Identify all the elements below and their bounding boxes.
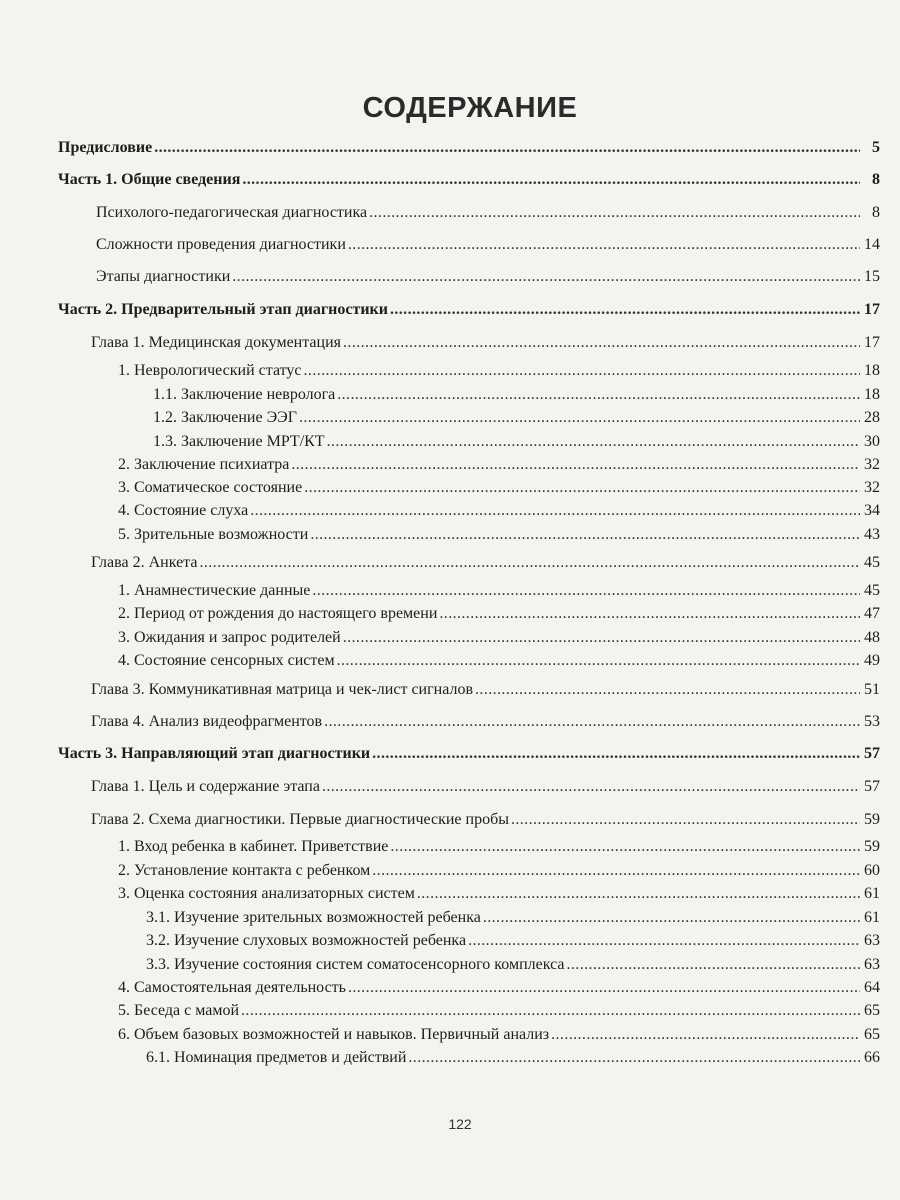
leader-dots [348,978,860,998]
toc-entry[interactable] [146,931,880,951]
toc-entry-title: Глава 3. Коммуникативная матрица и чек-лист сигналов [91,681,474,698]
leader-dots [337,385,860,405]
leader-dots [348,235,860,255]
toc-entry-page: 53 [864,713,880,730]
leader-dots [241,1001,860,1021]
toc-entry-page: 17 [864,301,880,318]
leader-dots [250,501,860,521]
toc-entry-title: Часть 2. Предварительный этап диагностики [58,301,388,318]
toc-entry[interactable] [146,955,880,975]
toc-entry-title: Глава 2. Анкета [91,554,198,571]
toc-entry-page: 64 [864,979,880,996]
toc-entry-chapter[interactable] [91,810,880,830]
toc-entry-title: 3. Оценка состояния анализаторных систем [118,885,415,902]
leader-dots [242,170,860,190]
leader-dots [299,408,860,428]
leader-dots [343,628,860,648]
toc-entry-page: 17 [864,334,880,351]
leader-dots [232,267,860,287]
toc-entry-page: 43 [864,526,880,543]
toc-entry-title: 5. Зрительные возможности [118,526,309,543]
toc-entry-page: 18 [864,386,880,403]
toc-entry[interactable] [118,525,880,545]
leader-dots [551,1025,860,1045]
page-number: 122 [448,1116,472,1132]
toc-entry-page: 61 [864,909,880,926]
toc-entry-title: 1.2. Заключение ЭЭГ [153,409,297,426]
toc-entry-title: Часть 3. Направляющий этап диагностики [58,745,371,762]
toc-entry-page: 14 [864,236,880,253]
toc-entry-title: 1.1. Заключение невролога [153,386,336,403]
toc-entry-chapter[interactable] [91,777,880,797]
toc-entry-title: 6. Объем базовых возможностей и навыков. Первичный анализ [118,1026,550,1043]
toc-entry[interactable] [146,1048,880,1068]
toc-entry[interactable] [153,385,880,405]
toc-entry-page: 59 [864,838,880,855]
toc-entry-page: 30 [864,433,880,450]
toc-entry[interactable] [153,408,880,428]
toc-entry-title: Глава 1. Цель и содержание этапа [91,778,320,795]
toc-entry-title: 6.1. Номинация предметов и действий [146,1049,407,1066]
leader-dots [327,432,860,452]
toc-entry[interactable] [96,235,880,255]
toc-entry-title: 4. Состояние сенсорных систем [118,652,335,669]
toc-entry[interactable] [146,908,880,928]
toc-entry[interactable] [118,1001,880,1021]
toc-entry-title: Психолого-педагогическая диагностика [96,204,368,221]
toc-entry-page: 32 [864,456,880,473]
toc-entry-title: Глава 1. Медицинская документация [91,334,342,351]
toc-entry-page: 32 [864,479,880,496]
leader-dots [417,884,860,904]
toc-entry[interactable] [118,651,880,671]
leader-dots [310,525,860,545]
toc-entry[interactable] [118,978,880,998]
leader-dots [372,744,860,764]
toc-entry-page: 65 [864,1002,880,1019]
toc-entry-title: 2. Заключение психиатра [118,456,290,473]
leader-dots [343,333,860,353]
toc-entry-title: 4. Состояние слуха [118,502,249,519]
toc-entry[interactable] [118,501,880,521]
leader-dots [322,777,860,797]
toc-entry-title: 2. Установление контакта с ребенком [118,862,371,879]
toc-entry[interactable] [118,478,880,498]
toc-entry-page: 57 [864,778,880,795]
leader-dots [154,138,860,158]
toc-entry-page: 66 [864,1049,880,1066]
toc-entry-page: 51 [864,681,880,698]
leader-dots [324,712,860,732]
toc-entry-page: 8 [872,204,880,221]
toc-entry-title: 3.1. Изучение зрительных возможностей ребенка [146,909,481,926]
leader-dots [291,455,860,475]
toc-entry-part-3[interactable] [58,744,880,764]
toc-entry-page: 57 [864,745,880,762]
toc-entry-page: 28 [864,409,880,426]
toc-entry-page: 63 [864,932,880,949]
toc-entry-page: 59 [864,811,880,828]
toc-entry-page: 49 [864,652,880,669]
toc-entry[interactable] [118,581,880,601]
leader-dots [337,651,860,671]
toc-entry[interactable] [96,203,880,223]
leader-dots [408,1048,860,1068]
toc-entry-title: 2. Период от рождения до настоящего времени [118,605,438,622]
toc-entry-page: 61 [864,885,880,902]
toc-entry-title: 5. Беседа с мамой [118,1002,240,1019]
leader-dots [468,931,860,951]
leader-dots [439,604,860,624]
toc-entry-title: 3. Ожидания и запрос родителей [118,629,341,646]
toc-entry-page: 48 [864,629,880,646]
toc-entry-page: 15 [864,268,880,285]
toc-entry-part-2[interactable] [58,300,880,320]
toc-entry-page: 18 [864,362,880,379]
toc-entry-chapter[interactable] [91,712,880,732]
toc-entry-part-1[interactable] [58,170,880,190]
toc-entry-title: 3.3. Изучение состояния систем соматосенсорного комплекса [146,956,565,973]
toc-entry-page: 65 [864,1026,880,1043]
toc-entry-title: Глава 4. Анализ видеофрагментов [91,713,323,730]
toc-entry[interactable] [153,432,880,452]
leader-dots [511,810,860,830]
leader-dots [312,581,860,601]
toc-entry-title: 3. Соматическое состояние [118,479,303,496]
toc-entry-page: 45 [864,554,880,571]
toc-entry-title: 1. Вход ребенка в кабинет. Приветствие [118,838,389,855]
toc-entry-title: Сложности проведения диагностики [96,236,346,253]
leader-dots [304,478,860,498]
leader-dots [483,908,860,928]
toc-entry-title: Этапы диагностики [96,268,231,285]
leader-dots [390,837,860,857]
toc-entry-title: Предисловие [58,139,153,156]
toc-entry-title: 1.3. Заключение МРТ/КТ [153,433,325,450]
toc-entry-page: 8 [872,171,880,188]
toc-entry-page: 34 [864,502,880,519]
toc-entry-title: Часть 1. Общие сведения [58,171,241,188]
toc-entry[interactable] [118,1025,880,1045]
toc-entry-preface[interactable] [58,138,880,158]
toc-entry-page: 5 [872,139,880,156]
toc-entry[interactable] [118,884,880,904]
toc-entry-page: 47 [864,605,880,622]
toc-entry[interactable] [118,361,880,381]
toc-entry-chapter[interactable] [91,553,880,573]
toc-entry[interactable] [118,628,880,648]
toc-entry[interactable] [118,604,880,624]
leader-dots [199,553,860,573]
toc-entry-chapter[interactable] [91,333,880,353]
page-title: СОДЕРЖАНИЕ [362,92,578,124]
leader-dots [390,300,860,320]
toc-entry[interactable] [118,455,880,475]
toc-entry[interactable] [96,267,880,287]
leader-dots [475,680,860,700]
toc-entry-title: Глава 2. Схема диагностики. Первые диагностические пробы [91,811,509,828]
leader-dots [372,861,860,881]
leader-dots [304,361,860,381]
toc-entry-title: 1. Анамнестические данные [118,582,311,599]
toc-entry[interactable] [118,861,880,881]
toc-entry-title: 4. Самостоятельная деятельность [118,979,346,996]
toc-entry-title: 3.2. Изучение слуховых возможностей ребенка [146,932,467,949]
toc-entry-title: 1. Неврологический статус [118,362,302,379]
toc-entry-page: 60 [864,862,880,879]
toc-entry-chapter[interactable] [91,680,880,700]
leader-dots [369,203,860,223]
toc-entry-page: 45 [864,582,880,599]
leader-dots [567,955,861,975]
toc-entry-page: 63 [864,956,880,973]
toc-entry[interactable] [118,837,880,857]
